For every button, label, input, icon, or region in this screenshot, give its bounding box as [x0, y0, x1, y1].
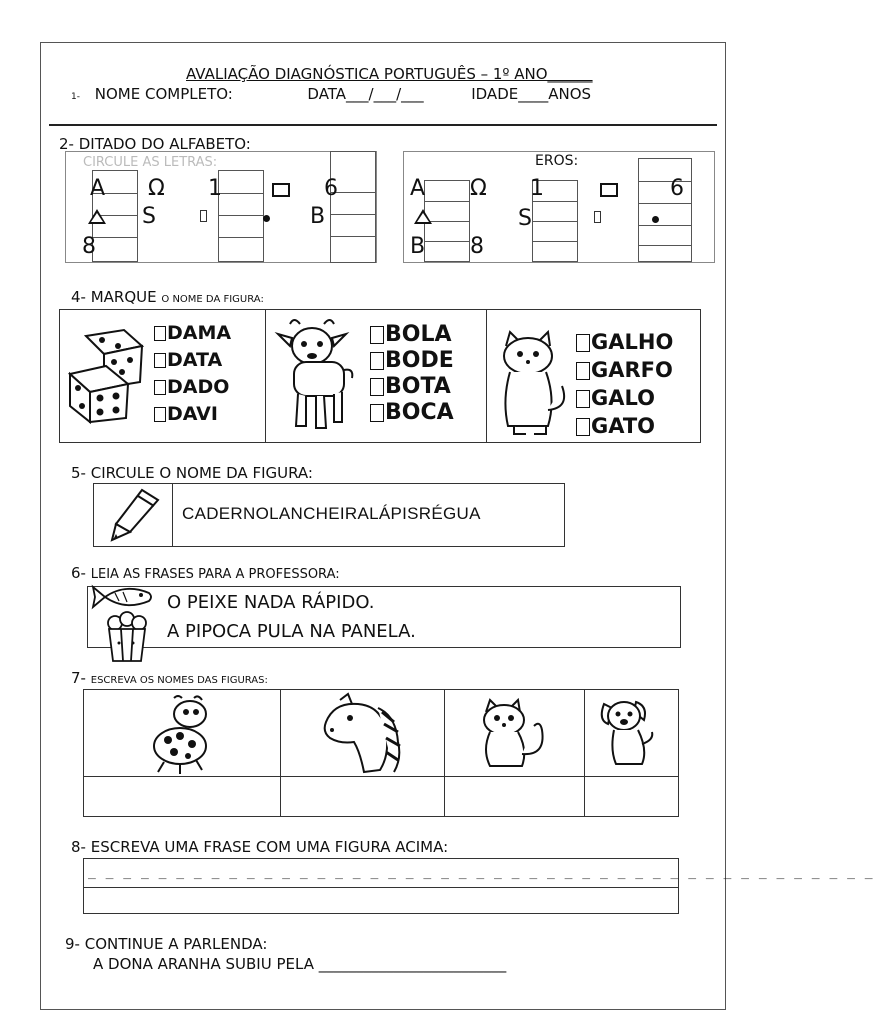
ghost-text-right: EROS: [535, 153, 579, 169]
symbol: S [518, 206, 532, 231]
word-strip[interactable]: CADERNOLANCHEIRALÁPISRÉGUA [182, 504, 481, 523]
answer-field-4[interactable] [585, 777, 678, 815]
question-2-title: 2- DITADO DO ALFABETO: [59, 135, 251, 153]
dashed-writing-line: _ _ _ _ _ _ _ _ _ _ _ _ _ _ _ _ _ _ _ _ _ _ _ _ _ _ _ _ _ _ _ _ _ _ _ _ _ _ _ _ _ _ _ _ _ [88, 865, 874, 880]
option-davi[interactable]: DAVI [154, 403, 218, 425]
option-galho[interactable]: GALHO [576, 330, 673, 354]
symbol: A [90, 176, 106, 201]
question-5-title: 5- CIRCULE O NOME DA FIGURA: [71, 464, 313, 482]
symbol: 8 [82, 234, 96, 259]
symbol: Ω [470, 176, 487, 201]
symbol: 1 [530, 176, 544, 201]
option-dama[interactable]: DAMA [154, 322, 231, 344]
answer-field-2[interactable] [281, 777, 444, 815]
question-number: 1- [71, 92, 80, 102]
symbol: 6 [670, 176, 684, 201]
name-underline [49, 124, 717, 126]
option-boca[interactable]: BOCA [370, 400, 454, 425]
question-7-grid [83, 689, 679, 817]
question-4-panel [59, 309, 701, 443]
kitten-image [476, 698, 556, 772]
ghost-text-left: CIRCULE AS LETRAS: [83, 155, 218, 170]
question-7-title: 7- ESCREVA OS NOMES DAS FIGURAS: [71, 669, 268, 687]
cat-image [492, 330, 572, 438]
alphabet-box-right [403, 151, 715, 263]
question-8-title: 8- ESCREVA UMA FRASE COM UMA FIGURA ACIMA: [71, 838, 449, 856]
symbol: Ω [148, 176, 165, 201]
fish-image [91, 583, 159, 611]
dice-image [64, 326, 150, 422]
option-dado[interactable]: DADO [154, 376, 229, 398]
age-label: IDADE____ANOS [471, 85, 592, 103]
popcorn-image [103, 611, 151, 665]
symbol: 6 [324, 176, 338, 201]
worksheet-page [40, 42, 874, 1010]
question-4-title: 4- MARQUE O NOME DA FIGURA: [71, 288, 264, 306]
square-icon [272, 183, 290, 197]
square-icon [600, 183, 618, 197]
symbol: A [410, 176, 426, 201]
question-9-title: 9- CONTINUE A PARLENDA: [65, 935, 268, 953]
sentence-1: O PEIXE NADA RÁPIDO. [167, 592, 375, 613]
symbol: 1 [208, 176, 222, 201]
name-label: NOME COMPLETO: [94, 85, 233, 103]
question-6-title: 6- LEIA AS FRASES PARA A PROFESSORA: [71, 564, 340, 582]
answer-field-3[interactable] [445, 777, 584, 815]
dot-icon [263, 215, 270, 222]
option-data[interactable]: DATA [154, 349, 222, 371]
goat-image [272, 316, 362, 438]
option-garfo[interactable]: GARFO [576, 358, 673, 382]
option-galo[interactable]: GALO [576, 386, 655, 410]
symbol: 8 [470, 234, 484, 259]
answer-field-1[interactable] [84, 777, 280, 815]
ladybug-image [150, 694, 220, 774]
option-gato[interactable]: GATO [576, 414, 655, 438]
small-box-icon [594, 211, 601, 223]
date-label: DATA___/___/___ [307, 85, 424, 103]
alphabet-box-left [65, 151, 377, 263]
symbol: B [310, 204, 326, 229]
horse-image [320, 692, 410, 776]
rhyme-line[interactable]: A DONA ARANHA SUBIU PELA _________________________ [93, 955, 507, 973]
dog-image [596, 694, 666, 770]
option-bota[interactable]: BOTA [370, 374, 451, 399]
sentence-2: A PIPOCA PULA NA PANELA. [167, 621, 416, 642]
dot-icon [652, 216, 659, 223]
triangle-icon [414, 209, 432, 224]
small-box-icon [200, 210, 207, 222]
symbol: S [142, 204, 156, 229]
identification-line [71, 85, 591, 103]
triangle-icon [88, 209, 106, 224]
page-title: AVALIAÇÃO DIAGNÓSTICA PORTUGUÊS – 1º ANO______ [186, 65, 593, 83]
question-5-panel [93, 483, 565, 547]
pencil-image [104, 486, 164, 544]
option-bode[interactable]: BODE [370, 348, 454, 373]
symbol: B [410, 234, 426, 259]
option-bola[interactable]: BOLA [370, 322, 452, 347]
question-8-answer-box[interactable] [83, 858, 874, 914]
